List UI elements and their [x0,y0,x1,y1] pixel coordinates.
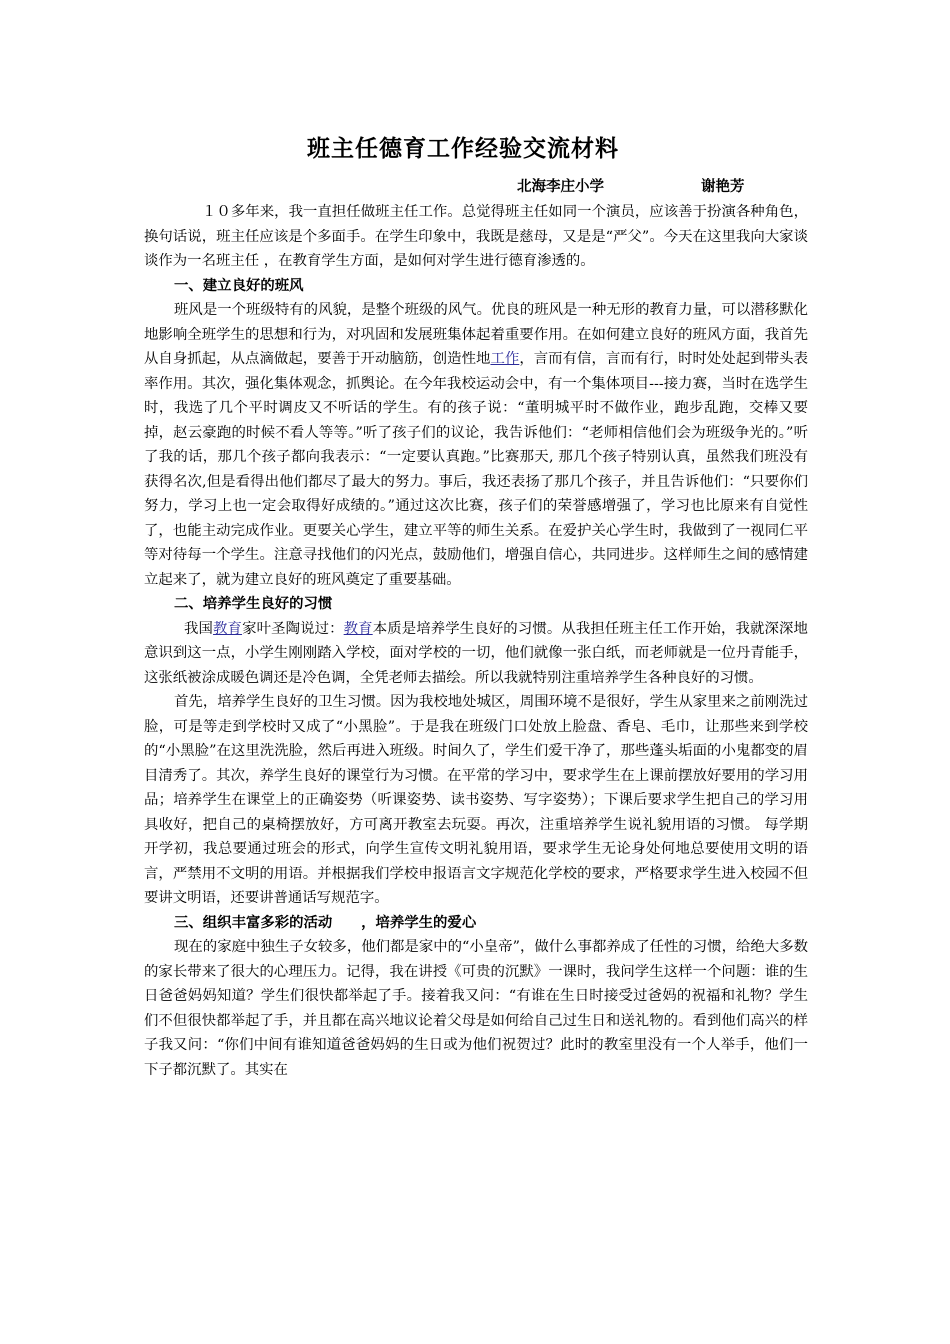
document-body [144,200,808,1082]
school-name: 北海李庄小学 [517,178,604,195]
section-1-paragraph [144,298,808,592]
document-title: 班主任德育工作经验交流材料 [307,135,619,162]
intro-paragraph: １０多年来，我一直担任做班主任工作。总觉得班主任如同一个演员，应该善于扮演各种角色，换句话说，班主任应该是个多面手。在学生印象中，我既是慈母，又是是“严父”。今天在这里我向大家谈谈作为一名班主任 ，在教育学生方面，是如何对学生进行德育渗透的。 [144,204,808,269]
section-2-paragraph-2: 首先，培养学生良好的卫生习惯。因为我校地处城区，周围环境不是很好，学生从家里来之前刚洗过脸，可是等走到学校时又成了“小黑脸”。于是我在班级门口处放上脸盘、香皂、毛巾，让那些来到学校的“小黑脸”在这里洗洗脸，然后再进入班级。时间久了，学生们爱干净了，那些蓬头垢面的小鬼都变的眉目清秀了。其次，养学生良好的课堂行为习惯。在平常的学习中，要求学生在上课前摆放好要用的学习用品；培养学生在课堂上的正确姿势（听课姿势、读书姿势、写字姿势）；下课后要求学生把自己的学习用具收好，把自己的桌椅摆放好，方可离开教室去玩耍。再次，注重培养学生说礼貌用语的习惯。 每学期开学初，我总要通过班会的形式，向学生宣传文明礼貌用语，要求学生无论身处何地总要使用文明的语言，严禁用不文明的用语。并根据我们学校申报语言文字规范化学校的要求，严格要求学生进入校园不但要讲文明语，还要讲普通话写规范字。 [144,694,808,906]
link-work[interactable]: 工作 [490,351,520,367]
section-3-paragraph: 现在的家庭中独生子女较多，他们都是家中的“小皇帝”，做什么事都养成了任性的习惯，给绝大多数的家长带来了很大的心理压力。记得，我在讲授《可贵的沉默》一课时，我问学生这样一个问题：谁的生日爸爸妈妈知道？学生们很快都举起了手。接着我又问：“有谁在生日时接受过爸妈的祝福和礼物？学生们不但很快都举起了手，并且都在高兴地议论着父母是如何给自己过生日和送礼物的。看到他们高兴的样子我又问：“你们中间有谁知道爸爸妈妈的生日或为他们祝贺过？此时的教室里没有一个人举手，他们一下子都沉默了。其实在 [144,939,808,1078]
section-2-text-b: 家叶圣陶说过： [242,620,344,637]
link-education-1[interactable]: 教育 [213,620,243,637]
section-2-paragraph-1 [144,617,808,691]
section-heading-3: 三、组织丰富多彩的活动 ，培养学生的爱心 [174,913,477,931]
section-heading-1: 一、建立良好的班风 [174,276,304,294]
link-education-2[interactable]: 教育 [343,620,373,637]
section-heading-2: 二、培养学生良好的习惯 [174,595,333,612]
author-name: 谢艳芳 [701,178,745,195]
section-1-text-b: ，言而有信，言而有行，时时处处起到带头表率作用。其次，强化集体观念，抓舆论。在今年我校运动会中，有一个集体项目---接力赛，当时在选学生时，我选了几个平时调皮又不听话的学生。有的孩子说：“董明城平时不做作业，跑步乱跑，交棒又要掉，赵云豪跑的时候不看人等等。”听了孩子们的议论，我告诉他们：“老师相信他们会为班级争光的。”听了我的话，那几个孩子都向我表示：“一定要认真跑。”比赛那天, 那几个孩子特别认真，虽然我们班没有获得名次,但是看得出他们都尽了最大的努力。事后，我还表扬了那几个孩子，并且告诉他们：“只要你们努力，学习上也一定会取得好成绩的。”通过这次比赛，孩子们的荣誉感增强了，学习也比原来有自觉性了，也能主动完成作业。更要关心学生，建立平等的师生关系。在爱护关心学生时，我做到了一视同仁平等对待每一个学生。注意寻找他们的闪光点，鼓励他们，增强自信心，共同进步。这样师生之间的感情建立起来了，就为建立良好的班风奠定了重要基础。 [144,351,808,588]
section-2-text-a: 我国 [184,620,214,637]
section-2-text-c: 本质是培养学生良好的习惯。从我担任班主任工作开始，我就深深地意识到这一点，小学生刚刚踏入学校，面对学校的一切，他们就像一张白纸，而老师就是一位丹青能手，这张纸被涂成暖色调还是冷色调，全凭老师去描绘。所以我就特别注重培养学生各种良好的习惯。 [144,620,808,686]
section-1-text-a: 班风是一个班级特有的风貌，是整个班级的风气。优良的班风是一种无形的教育力量，可以潜移默化地影响全班学生的思想和行为，对巩固和发展班集体起着重要作用。在如何建立良好的班风方面，我首先从自身抓起，从点滴做起，要善于开动脑筋，创造性地 [144,302,808,367]
